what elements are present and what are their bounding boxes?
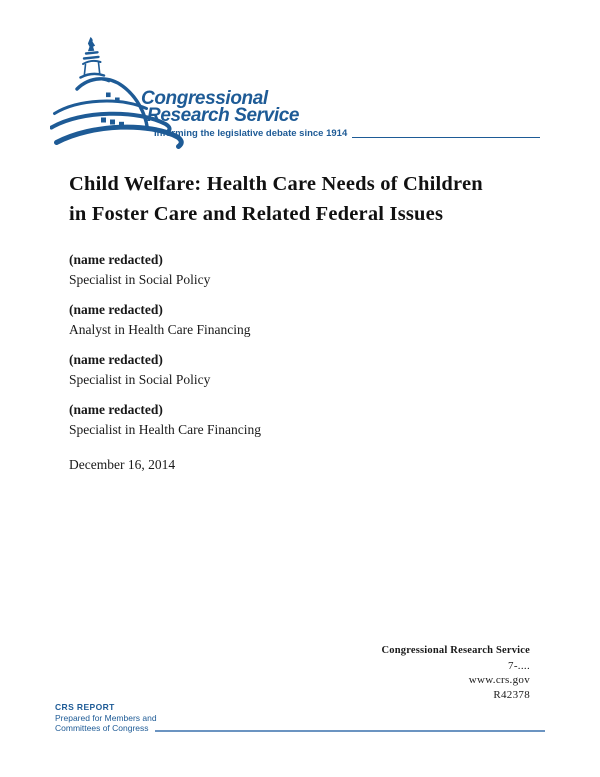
crs-website-link[interactable]: www.crs.gov (468, 674, 530, 687)
report-info-phone: 7-.... (508, 659, 530, 672)
author-title: Specialist in Health Care Financing (69, 422, 261, 437)
logo-tagline-row (154, 128, 540, 139)
crs-logo-wordmark (136, 90, 540, 139)
report-number: R42378 (493, 688, 530, 701)
footer-label: CRS REPORT (55, 702, 115, 712)
author-name: (name redacted) (69, 302, 163, 317)
report-info-block (381, 644, 530, 702)
author-entry (69, 250, 261, 290)
logo-org-line2: Research Service (147, 105, 300, 126)
footer-line1: Prepared for Members and (55, 712, 157, 723)
report-title (69, 170, 559, 229)
footer-line2: Committees of Congress (55, 723, 149, 733)
author-entry (69, 350, 261, 390)
author-name: (name redacted) (69, 402, 163, 417)
authors-block (69, 250, 261, 475)
tagline-rule (352, 137, 540, 138)
author-entry (69, 300, 261, 340)
footer-rule (155, 730, 545, 732)
report-title-line2: in Foster Care and Related Federal Issues (69, 202, 444, 225)
report-title-line1: Child Welfare: Health Care Needs of Children (69, 173, 483, 195)
report-date: December 16, 2014 (69, 457, 176, 472)
report-info-org: Congressional Research Service (381, 645, 530, 656)
author-title: Specialist in Social Policy (69, 372, 211, 387)
author-name: (name redacted) (69, 352, 163, 367)
footer-block (55, 702, 545, 734)
author-title: Analyst in Health Care Financing (69, 322, 251, 337)
author-name: (name redacted) (69, 252, 163, 267)
logo-org-line1: Congressional (141, 88, 268, 109)
author-title: Specialist in Social Policy (69, 272, 211, 287)
author-entry (69, 400, 261, 440)
logo-tagline: Informing the legislative debate since 1914 (154, 128, 348, 139)
footer-line2-row (55, 723, 545, 734)
